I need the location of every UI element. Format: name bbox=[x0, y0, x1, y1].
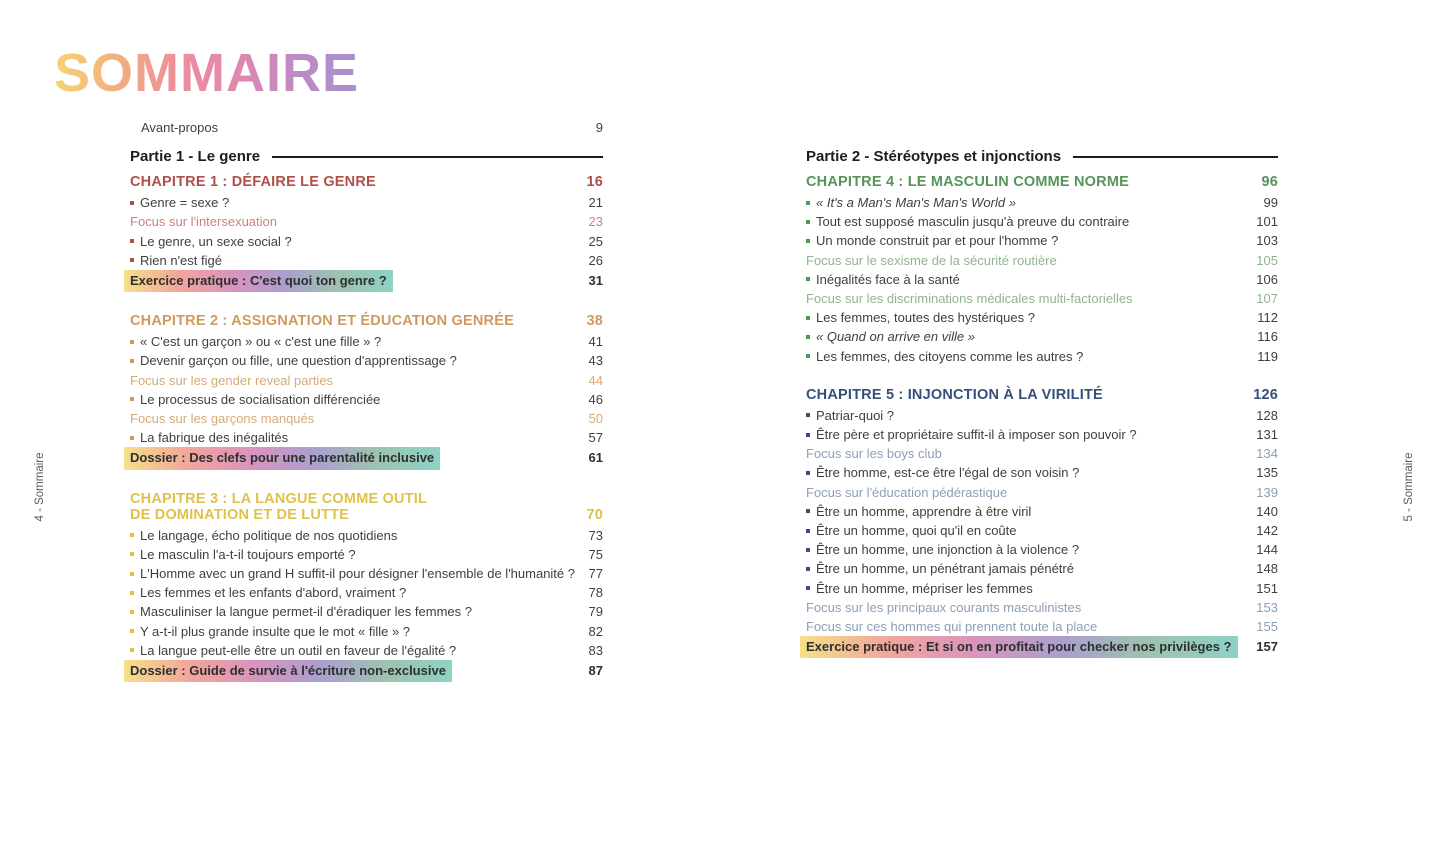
toc-entry-row bbox=[130, 564, 603, 583]
entry-page: 153 bbox=[1256, 599, 1278, 615]
chapter-title-line: CHAPITRE 5 : INJONCTION À LA VIRILITÉ bbox=[806, 386, 1103, 403]
chapter-page: 70 bbox=[586, 506, 603, 523]
entry-page: 79 bbox=[588, 604, 603, 620]
toc-entry-row bbox=[130, 390, 603, 409]
square-bullet-icon bbox=[806, 277, 810, 281]
entry-page: 139 bbox=[1256, 484, 1278, 500]
toc-focus-row bbox=[806, 289, 1278, 308]
entry-page: 78 bbox=[588, 585, 603, 601]
square-bullet-icon bbox=[806, 471, 810, 475]
toc-entry-row bbox=[130, 251, 603, 270]
page-title: SOMMAIRE bbox=[54, 43, 359, 103]
square-bullet-icon bbox=[806, 201, 810, 205]
square-bullet-icon bbox=[806, 509, 810, 513]
square-bullet-icon bbox=[130, 629, 134, 633]
chapter-page: 126 bbox=[1253, 386, 1278, 403]
entry-page: 75 bbox=[588, 546, 603, 562]
entry-page: 144 bbox=[1256, 542, 1278, 558]
entry-label: Focus sur l'éducation pédérastique bbox=[806, 484, 1008, 500]
entry-label: Les femmes, toutes des hystériques ? bbox=[806, 308, 1247, 327]
entry-label: Être un homme, quoi qu'il en coûte bbox=[806, 521, 1246, 540]
toc-entry-row bbox=[806, 579, 1278, 598]
chapter-title bbox=[806, 387, 1103, 403]
square-bullet-icon bbox=[806, 354, 810, 358]
toc-focus-row bbox=[806, 251, 1278, 270]
entry-page: 135 bbox=[1256, 465, 1278, 481]
chapter-head bbox=[806, 174, 1278, 190]
entry-page: 134 bbox=[1256, 446, 1278, 462]
square-bullet-icon bbox=[130, 239, 134, 243]
entry-page: 119 bbox=[1257, 348, 1278, 364]
entry-page: 77 bbox=[588, 566, 603, 582]
square-bullet-icon bbox=[130, 591, 134, 595]
part-header bbox=[806, 148, 1278, 165]
entry-label: Exercice pratique : Et si on en profitait pour checker nos privilèges ? bbox=[800, 636, 1238, 658]
entry-label: Masculiniser la langue permet-il d'éradiquer les femmes ? bbox=[130, 602, 579, 621]
square-bullet-icon bbox=[130, 648, 134, 652]
toc-entry-row bbox=[806, 270, 1278, 289]
square-bullet-icon bbox=[806, 529, 810, 533]
toc-entry-row bbox=[806, 347, 1278, 366]
entry-label: Un monde construit par et pour l'homme ? bbox=[806, 231, 1246, 250]
toc-entry-row bbox=[130, 428, 603, 447]
entry-page: 116 bbox=[1257, 329, 1278, 345]
part-header bbox=[130, 148, 603, 165]
entry-label: Patriar-quoi ? bbox=[806, 406, 1246, 425]
toc-entry-row bbox=[130, 193, 603, 212]
entry-label: Les femmes et les enfants d'abord, vraiment ? bbox=[130, 583, 579, 602]
toc-entry-row bbox=[806, 231, 1278, 250]
toc-focus-row bbox=[130, 409, 603, 428]
entry-page: 87 bbox=[588, 663, 603, 679]
entry-label: L'Homme avec un grand H suffit-il pour désigner l'ensemble de l'humanité ? bbox=[130, 564, 579, 583]
square-bullet-icon bbox=[130, 340, 134, 344]
toc-entry-row bbox=[806, 559, 1278, 578]
entry-page: 140 bbox=[1256, 503, 1278, 519]
entry-page: 44 bbox=[588, 372, 603, 388]
toc-entry-row bbox=[806, 463, 1278, 482]
toc-entry-row bbox=[806, 193, 1278, 212]
entry-label: « It's a Man's Man's Man's World » bbox=[806, 193, 1254, 212]
square-bullet-icon bbox=[806, 413, 810, 417]
entry-page: 106 bbox=[1256, 271, 1278, 287]
square-bullet-icon bbox=[806, 586, 810, 590]
entry-page: 142 bbox=[1256, 523, 1278, 539]
chapter-title-line: DE DOMINATION ET DE LUTTE bbox=[130, 506, 350, 523]
chapter-title-line: CHAPITRE 2 : ASSIGNATION ET ÉDUCATION GENRÉE bbox=[130, 313, 514, 330]
entry-label: « C'est un garçon » ou « c'est une fille » ? bbox=[130, 332, 579, 351]
toc-entry-row bbox=[130, 545, 603, 564]
entry-label: Rien n'est figé bbox=[130, 251, 579, 270]
toc-highlight-row bbox=[130, 660, 603, 682]
entry-label: Être un homme, une injonction à la violence ? bbox=[806, 540, 1246, 559]
entry-label: Dossier : Des clefs pour une parentalité inclusive bbox=[124, 447, 440, 469]
toc-highlight-row bbox=[130, 447, 603, 469]
entry-label: Inégalités face à la santé bbox=[806, 270, 1246, 289]
entry-page: 128 bbox=[1256, 407, 1278, 423]
entry-page: 50 bbox=[588, 411, 603, 427]
toc-entry-row bbox=[806, 425, 1278, 444]
entry-label: Les femmes, des citoyens comme les autres ? bbox=[806, 347, 1247, 366]
toc-focus-row bbox=[806, 598, 1278, 617]
chapter-page: 96 bbox=[1261, 174, 1278, 190]
entry-label: Focus sur les garçons manqués bbox=[130, 411, 315, 427]
entry-label: « Quand on arrive en ville » bbox=[806, 327, 1247, 346]
toc-focus-row bbox=[130, 212, 603, 231]
square-bullet-icon bbox=[130, 552, 134, 556]
toc-entry-row bbox=[130, 641, 603, 660]
entry-label: Devenir garçon ou fille, une question d'apprentissage ? bbox=[130, 351, 579, 370]
entry-page: 57 bbox=[588, 430, 603, 446]
square-bullet-icon bbox=[130, 397, 134, 401]
toc-focus-row bbox=[806, 483, 1278, 502]
entry-label: Tout est supposé masculin jusqu'à preuve du contraire bbox=[806, 212, 1246, 231]
entry-label: Focus sur les discriminations médicales multi-factorielles bbox=[806, 291, 1133, 307]
entry-label: La fabrique des inégalités bbox=[130, 428, 579, 447]
chapter-section bbox=[130, 174, 603, 292]
square-bullet-icon bbox=[806, 239, 810, 243]
chapter-title-line: CHAPITRE 4 : LE MASCULIN COMME NORME bbox=[806, 174, 1129, 190]
chapter-title bbox=[806, 174, 1129, 190]
left-parts-container bbox=[130, 148, 603, 682]
square-bullet-icon bbox=[130, 572, 134, 576]
chapter-head bbox=[130, 174, 603, 190]
entry-label: Le langage, écho politique de nos quotidiens bbox=[130, 526, 579, 545]
front-matter-row bbox=[130, 118, 603, 137]
entry-page: 103 bbox=[1256, 233, 1278, 249]
chapter-title-line: CHAPITRE 3 : LA LANGUE COMME OUTIL bbox=[130, 490, 428, 507]
entry-page: 155 bbox=[1256, 619, 1278, 635]
entry-label: Le genre, un sexe social ? bbox=[130, 232, 579, 251]
square-bullet-icon bbox=[130, 533, 134, 537]
entry-label: Focus sur le sexisme de la sécurité routière bbox=[806, 252, 1057, 268]
toc-highlight-row bbox=[130, 270, 603, 292]
chapter-section bbox=[130, 491, 603, 683]
toc-entry-row bbox=[806, 521, 1278, 540]
entry-page: 61 bbox=[588, 450, 603, 466]
entry-label: Y a-t-il plus grande insulte que le mot « fille » ? bbox=[130, 622, 579, 641]
entry-page: 151 bbox=[1256, 580, 1278, 596]
entry-page: 131 bbox=[1256, 427, 1278, 443]
square-bullet-icon bbox=[806, 316, 810, 320]
entry-label: Focus sur les principaux courants masculinistes bbox=[806, 599, 1082, 615]
entry-page: 31 bbox=[588, 273, 603, 289]
toc-entry-row bbox=[130, 526, 603, 545]
square-bullet-icon bbox=[806, 433, 810, 437]
chapter-title bbox=[130, 491, 427, 523]
entry-page: 112 bbox=[1257, 310, 1278, 326]
chapter-page: 38 bbox=[586, 313, 603, 330]
chapter-head bbox=[130, 491, 603, 523]
entry-page: 99 bbox=[1263, 195, 1278, 210]
square-bullet-icon bbox=[130, 258, 134, 262]
entry-label: Être un homme, apprendre à être viril bbox=[806, 502, 1246, 521]
entry-label: Dossier : Guide de survie à l'écriture non-exclusive bbox=[124, 660, 452, 682]
entry-page: 157 bbox=[1256, 639, 1278, 655]
entry-page: 105 bbox=[1256, 252, 1278, 268]
chapter-section bbox=[130, 313, 603, 469]
front-matter-page: 9 bbox=[595, 120, 603, 135]
entry-page: 43 bbox=[588, 353, 603, 369]
toc-column-right bbox=[806, 148, 1278, 679]
entry-page: 83 bbox=[588, 642, 603, 658]
part-label: Partie 2 - Stéréotypes et injonctions bbox=[806, 148, 1062, 165]
toc-entry-row bbox=[806, 540, 1278, 559]
square-bullet-icon bbox=[806, 220, 810, 224]
entry-label: Focus sur l'intersexuation bbox=[130, 214, 277, 230]
entry-label: Focus sur les boys club bbox=[806, 446, 942, 462]
entry-page: 26 bbox=[588, 252, 603, 268]
entry-label: Focus sur ces hommes qui prennent toute la place bbox=[806, 619, 1098, 635]
entry-label: Être père et propriétaire suffit-il à imposer son pouvoir ? bbox=[806, 425, 1246, 444]
chapter-title bbox=[130, 313, 514, 329]
toc-entry-row bbox=[806, 406, 1278, 425]
square-bullet-icon bbox=[806, 335, 810, 339]
entry-page: 101 bbox=[1256, 214, 1278, 230]
entry-label: Être homme, est-ce être l'égal de son voisin ? bbox=[806, 463, 1246, 482]
chapter-title bbox=[130, 174, 376, 190]
part-label: Partie 1 - Le genre bbox=[130, 148, 261, 166]
toc-entry-row bbox=[130, 351, 603, 370]
toc-entry-row bbox=[130, 332, 603, 351]
entry-page: 23 bbox=[588, 214, 603, 230]
square-bullet-icon bbox=[130, 436, 134, 440]
part-rule bbox=[272, 156, 603, 158]
part-section bbox=[806, 148, 1278, 658]
entry-label: Le processus de socialisation différenciée bbox=[130, 390, 579, 409]
entry-label: Le masculin l'a-t-il toujours emporté ? bbox=[130, 545, 579, 564]
toc-entry-row bbox=[806, 212, 1278, 231]
chapter-head bbox=[806, 387, 1278, 403]
chapter-section bbox=[806, 387, 1278, 659]
front-matter-label: Avant-propos bbox=[141, 120, 219, 135]
entry-page: 46 bbox=[588, 391, 603, 407]
toc-entry-row bbox=[130, 622, 603, 641]
entry-page: 73 bbox=[588, 527, 603, 543]
entry-label: Focus sur les gender reveal parties bbox=[130, 372, 334, 388]
square-bullet-icon bbox=[806, 567, 810, 571]
toc-entry-row bbox=[130, 602, 603, 621]
part-section bbox=[130, 148, 603, 682]
right-parts-container bbox=[806, 148, 1278, 658]
toc-entry-row bbox=[806, 308, 1278, 327]
toc-highlight-row bbox=[806, 636, 1278, 658]
entry-page: 82 bbox=[588, 623, 603, 639]
toc-entry-row bbox=[806, 327, 1278, 346]
toc-entry-row bbox=[130, 232, 603, 251]
toc-focus-row bbox=[806, 444, 1278, 463]
toc-focus-row bbox=[130, 371, 603, 390]
toc-column-left bbox=[130, 118, 603, 703]
chapter-section bbox=[806, 174, 1278, 366]
entry-label: Être un homme, mépriser les femmes bbox=[806, 579, 1246, 598]
entry-page: 21 bbox=[588, 195, 603, 211]
right-page-label: 5 - Sommaire bbox=[1403, 452, 1415, 522]
entry-label: Être un homme, un pénétrant jamais pénétré bbox=[806, 559, 1246, 578]
part-rule bbox=[1073, 156, 1278, 158]
square-bullet-icon bbox=[130, 610, 134, 614]
square-bullet-icon bbox=[130, 359, 134, 363]
entry-label: Exercice pratique : C'est quoi ton genre ? bbox=[124, 270, 393, 292]
entry-label: Genre = sexe ? bbox=[130, 193, 579, 212]
entry-page: 41 bbox=[588, 334, 603, 350]
square-bullet-icon bbox=[130, 201, 134, 205]
toc-focus-row bbox=[806, 617, 1278, 636]
toc-entry-row bbox=[806, 502, 1278, 521]
chapter-page: 16 bbox=[586, 174, 603, 191]
left-page-label: 4 - Sommaire bbox=[34, 452, 46, 522]
entry-page: 25 bbox=[588, 233, 603, 249]
chapter-title-line: CHAPITRE 1 : DÉFAIRE LE GENRE bbox=[130, 174, 376, 191]
entry-page: 107 bbox=[1256, 291, 1278, 307]
entry-label: La langue peut-elle être un outil en faveur de l'égalité ? bbox=[130, 641, 579, 660]
toc-entry-row bbox=[130, 583, 603, 602]
entry-page: 148 bbox=[1256, 561, 1278, 577]
square-bullet-icon bbox=[806, 548, 810, 552]
chapter-head bbox=[130, 313, 603, 329]
